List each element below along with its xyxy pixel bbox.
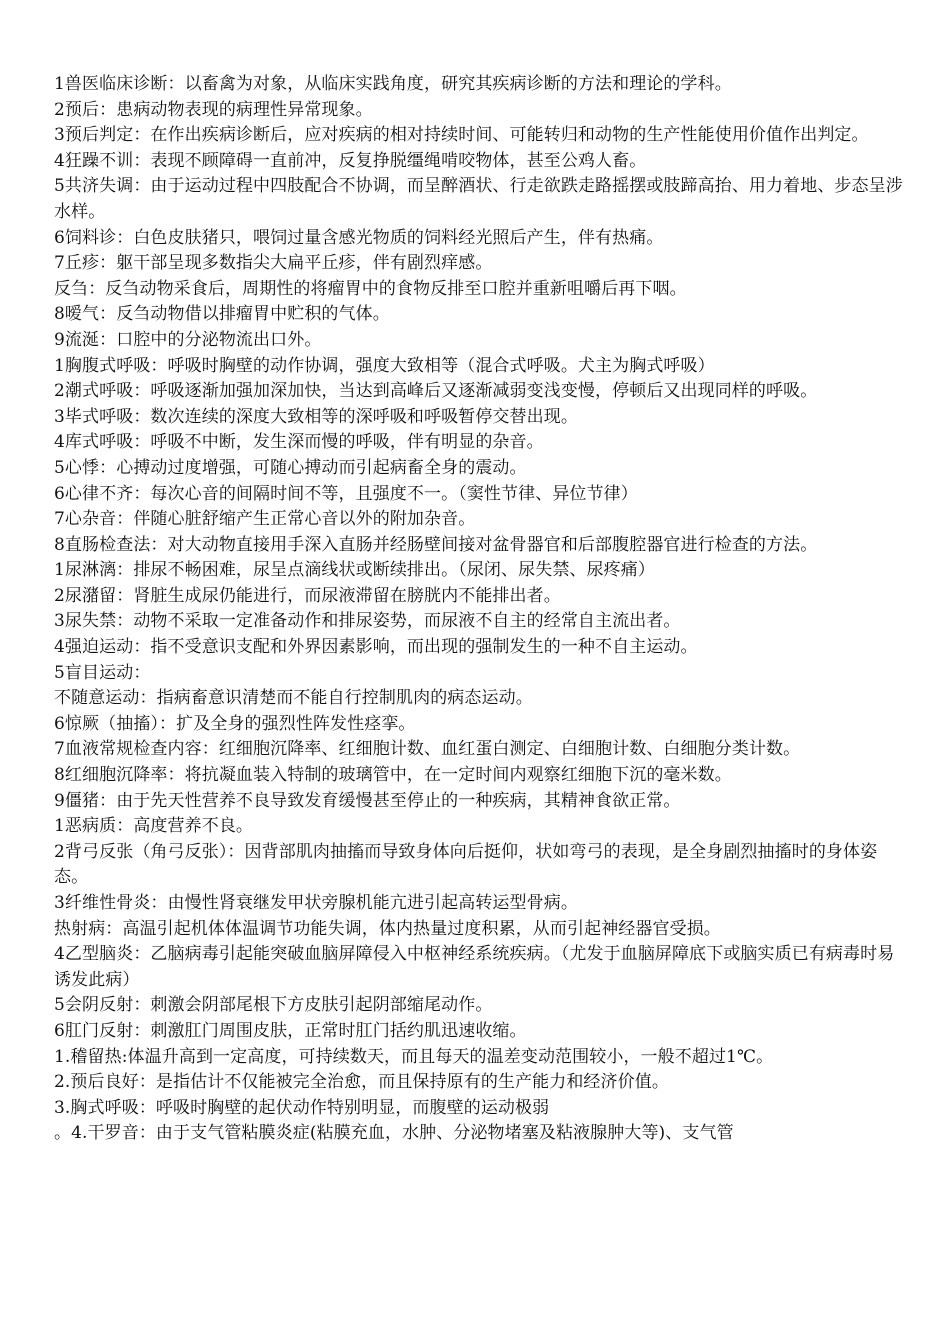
paragraph: 7血液常规检查内容：红细胞沉降率、红细胞计数、血红蛋白测定、白细胞计数、白细胞分类计数。 [54,739,801,760]
paragraph: 1尿淋漓：排尿不畅困难，尿呈点滴线状或断续排出。（尿闭、尿失禁、尿疼痛） [54,560,655,581]
paragraph: 4强迫运动：指不受意识支配和外界因素影响，而出现的强制发生的一种不自主运动。 [54,637,698,658]
paragraph: 5心悸：心搏动过度增强，可随心搏动而引起病畜全身的震动。 [54,457,527,478]
paragraph: 3预后判定：在作出疾病诊断后，应对疾病的相对持续时间、可能转归和动物的生产性能使用价值作出判定。 [54,125,869,146]
paragraph: 1胸腹式呼吸：呼吸时胸壁的动作协调，强度大致相等（混合式呼吸。犬主为胸式呼吸） [54,355,715,376]
paragraph: 不随意运动：指病畜意识清楚而不能自行控制肌肉的病态运动。 [54,688,533,709]
paragraph: 2.预后良好：是指估计不仅能被完全治愈，而且保持原有的生产能力和经济价值。 [54,1072,669,1093]
paragraph: 2预后：患病动物表现的病理性异常现象。 [54,99,373,120]
paragraph: 。4.干罗音：由于支气管粘膜炎症(粘膜充血，水肿、分泌物堵塞及粘液腺肿大等)、支气管 [54,1123,734,1144]
paragraph: 3.胸式呼吸：呼吸时胸壁的起伏动作特别明显，而腹壁的运动极弱 [54,1097,550,1118]
paragraph: 4乙型脑炎：乙脑病毒引起能突破血脑屏障侵入中枢神经系统疾病。（尤发于血脑屏障底下或脑实质已有病毒时易诱发此病） [54,944,895,990]
paragraph: 5盲目运动： [54,662,151,683]
paragraph: 9流涎：口腔中的分泌物流出口外。 [54,329,322,350]
paragraph: 6肛门反射：刺激肛门周围皮肤，正常时肛门括约肌迅速收缩。 [54,1020,527,1041]
paragraph: 2潮式呼吸：呼吸逐渐加强加深加快，当达到高峰后又逐渐减弱变浅变慢，停顿后又出现同样的呼吸。 [54,381,818,402]
paragraph: 1兽医临床诊断：以畜禽为对象，从临床实践角度，研究其疾病诊断的方法和理论的学科。 [54,74,732,94]
paragraph: 5共济失调：由于运动过程中四肢配合不协调，而呈醉酒状、行走欲跌走路摇摆或肢蹄高抬、用力着地、步态呈涉水样。 [54,176,903,222]
paragraph: 8直肠检查法：对大动物直接用手深入直肠并经肠壁间接对盆骨器官和后部腹腔器官进行检查的方法。 [54,534,818,555]
paragraph: 8嗳气：反刍动物借以排瘤胃中贮积的气体。 [54,304,390,325]
paragraph: 2背弓反张（角弓反张）：因背部肌肉抽搐而导致身体向后挺仰，状如弯弓的表现，是全身剧烈抽搐时的身体姿态。 [54,841,878,888]
paragraph: 1.稽留热:体温升高到一定高度，可持续数天，而且每天的温差变动范围较小，一般不超过1℃。 [54,1046,774,1067]
paragraph: 9僵猪：由于先天性营养不良导致发育缓慢甚至停止的一种疾病，其精神食欲正常。 [54,790,681,811]
paragraph: 1恶病质：高度营养不良。 [54,816,254,837]
paragraph: 3纤维性骨炎：由慢性肾衰继发甲状旁腺机能亢进引起高转运型骨病。 [54,893,578,913]
paragraph: 反刍：反刍动物采食后，周期性的将瘤胃中的食物反排至口腔并重新咀嚼后再下咽。 [54,278,687,299]
paragraph: 4狂躁不训：表现不顾障碍一直前冲，反复挣脱缰绳啃咬物体，甚至公鸡人畜。 [54,150,647,171]
paragraph: 6惊厥（抽搐）：扩及全身的强烈性阵发性痉挛。 [54,713,416,734]
paragraph: 3尿失禁：动物不采取一定准备动作和排尿姿势，而尿液不自主的经常自主流出者。 [54,611,681,632]
paragraph: 2尿潴留：肾脏生成尿仍能进行，而尿液滞留在膀胱内不能排出者。 [54,585,561,606]
paragraph: 8红细胞沉降率：将抗凝血装入特制的玻璃管中，在一定时间内观察红细胞下沉的毫米数。 [54,765,732,786]
paragraph: 6心律不齐：每次心音的间隔时间不等，且强度不一。（窦性节律、异位节律） [54,483,638,504]
paragraph: 热射病：高温引起机体体温调节功能失调，体内热量过度积累，从而引起神经器官受损。 [54,918,721,939]
paragraph: 4库式呼吸：呼吸不中断，发生深而慢的呼吸，伴有明显的杂音。 [54,432,544,453]
paragraph: 3毕式呼吸：数次连续的深度大致相等的深呼吸和呼吸暂停交替出现。 [54,406,578,427]
paragraph: 7丘疹：躯干部呈现多数指尖大扁平丘疹，伴有剧烈痒感。 [54,253,493,274]
paragraph: 6饲料诊：白色皮肤猪只，喂饲过量含感光物质的饲料经光照后产生，伴有热痛。 [54,227,664,248]
paragraph: 5会阴反射：刺激会阴部尾根下方皮肤引起阴部缩尾动作。 [54,995,493,1016]
paragraph: 7心杂音：伴随心脏舒缩产生正常心音以外的附加杂音。 [54,509,476,530]
